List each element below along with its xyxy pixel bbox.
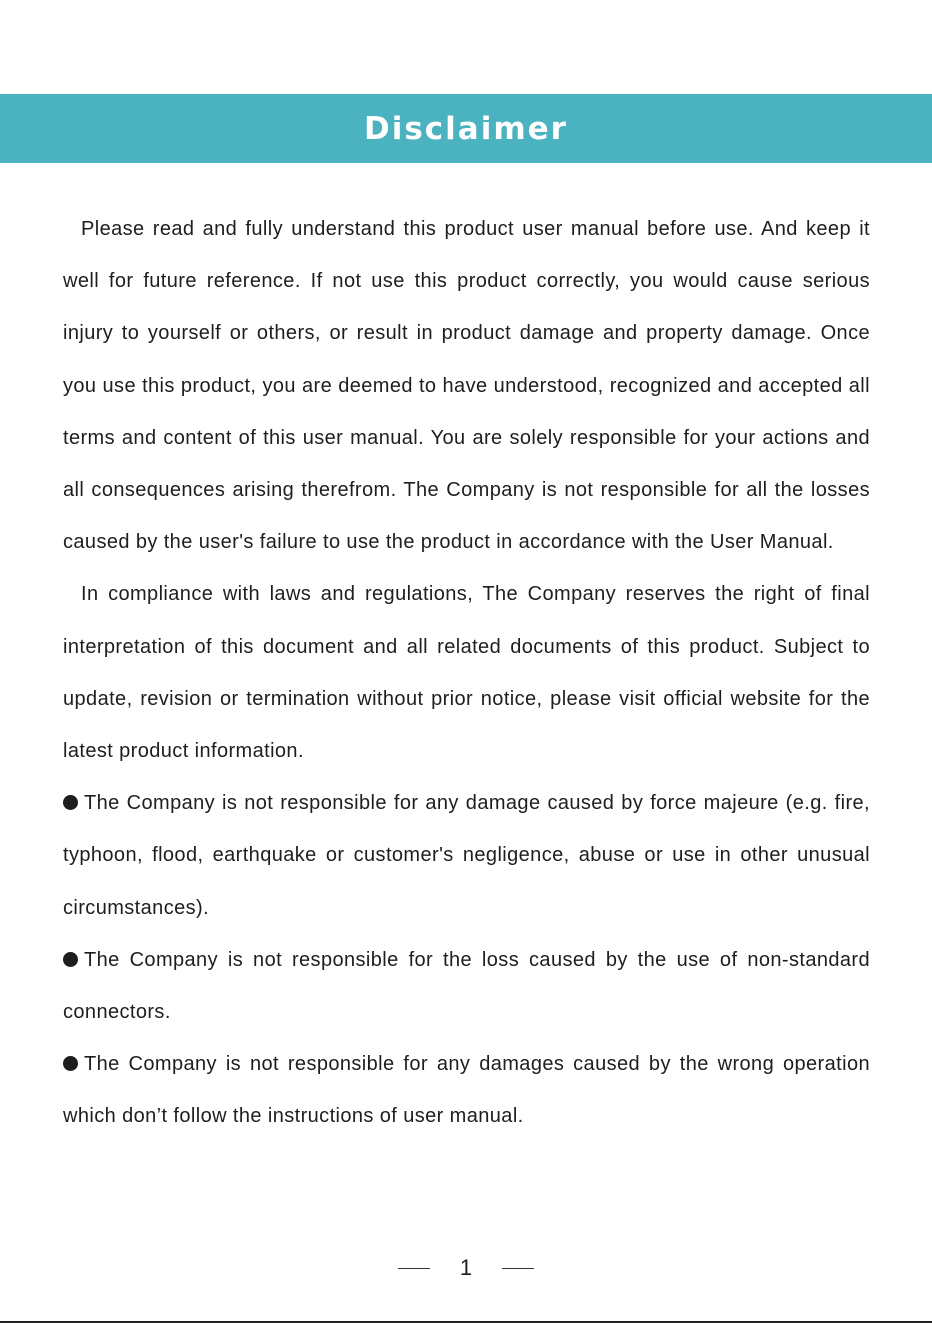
- paragraph-usage-notice: Please read and fully understand this product user manual before use. And keep it well for future reference. If not use this product correctly, you would cause serious injury to yourself or others, or result in product damage and property damage. Once you use this product, you are deemed to have understood, recognized and accepted all terms and content of this user manual. You are solely responsible for your actions and all consequences arising therefrom. The Company is not responsible for all the losses caused by the user's failure to use the product in accordance with the User Manual.: [63, 218, 870, 554]
- page-number: 1: [459, 1255, 473, 1280]
- page-footer: [0, 1250, 932, 1286]
- bullet-text: The Company is not responsible for any damage caused by force majeure (e.g. fire, typhoon, flood, earthquake or customer's negligence, abuse or use in other unusual circumstances).: [63, 792, 870, 919]
- bullet-dot-icon: [63, 795, 78, 810]
- bullet-dot-icon: [63, 952, 78, 967]
- disclaimer-body: [63, 203, 870, 1143]
- bullet-text: The Company is not responsible for any damages caused by the wrong operation which don’t follow the instructions of user manual.: [63, 1053, 870, 1128]
- bullet-dot-icon: [63, 1056, 78, 1071]
- header-band: [0, 94, 932, 163]
- bullet-item-non-standard-connectors: [63, 934, 870, 1038]
- page-title: Disclaimer: [364, 110, 568, 147]
- footer-rule-left: [398, 1268, 430, 1269]
- bullet-item-force-majeure: [63, 777, 870, 934]
- bullet-text: The Company is not responsible for the loss caused by the use of non-standard connectors.: [63, 948, 870, 1024]
- bullet-item-wrong-operation: [63, 1038, 870, 1142]
- paragraph-interpretation-rights: In compliance with laws and regulations, The Company reserves the right of final interpretation of this document and all related documents of this product. Subject to update, revision or termination without prior notice, please visit official website for the latest product information.: [63, 583, 870, 763]
- footer-rule-right: [502, 1268, 534, 1269]
